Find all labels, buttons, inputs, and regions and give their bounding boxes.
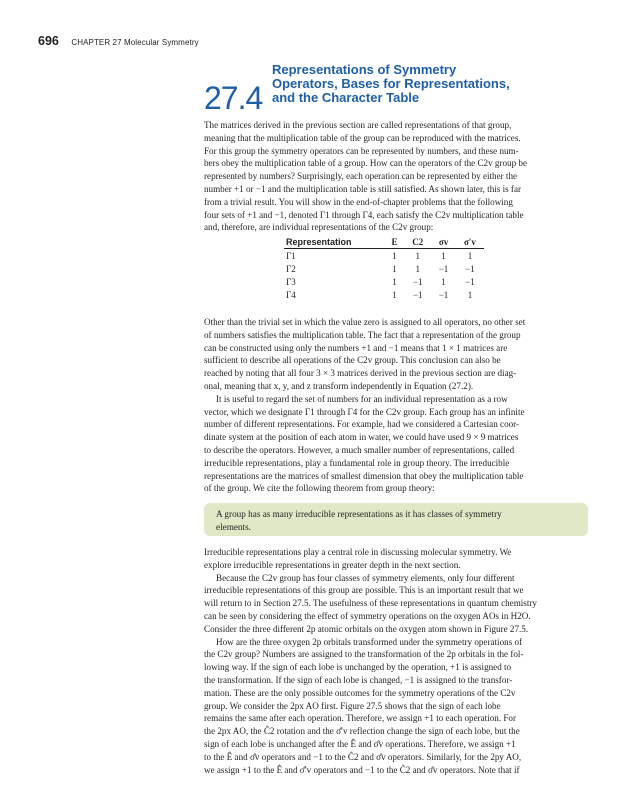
text-line: of numbers satisfies the multiplication table. The fact that a representation of the group bbox=[204, 329, 521, 340]
section-title-line: and the Character Table bbox=[272, 90, 420, 105]
text-line: It is useful to regard the set of numbers for an individual representation as a row bbox=[216, 393, 508, 404]
table-header: σ′v bbox=[456, 236, 484, 249]
table-cell: 1 bbox=[441, 250, 446, 261]
table-cell: 1 bbox=[392, 263, 397, 274]
table-header-row bbox=[284, 236, 484, 249]
text-line: bers obey the multiplication table of a group. How can the operators of the C2v group be bbox=[204, 158, 527, 169]
theorem-box bbox=[204, 503, 588, 536]
table-cell: 1 bbox=[392, 290, 397, 301]
text-line: and, therefore, are individual representations of the C2v group: bbox=[204, 222, 434, 233]
table-header: σv bbox=[431, 236, 456, 249]
text-line: the 2px AO, the Ĉ2 rotation and the σ̂′v reflection change the sign of each lobe, but the bbox=[204, 726, 520, 737]
chapter-title: CHAPTER 27 Molecular Symmetry bbox=[71, 38, 199, 47]
text-line: from a trivial result. You will show in the end-of-chapter problems that the following bbox=[204, 196, 513, 207]
table-cell: 1 bbox=[392, 250, 397, 261]
table-cell: 1 bbox=[467, 290, 473, 301]
table-header: C2 bbox=[404, 236, 431, 249]
text-line: Other than the trivial set in which the value zero is assigned to all operators, no other set bbox=[204, 317, 526, 327]
section-title-line: Representations of Symmetry bbox=[272, 62, 457, 77]
intro-paragraph bbox=[204, 119, 588, 234]
table-cell: 1 bbox=[441, 276, 446, 287]
section-title bbox=[272, 63, 572, 105]
table-cell: −1 bbox=[412, 276, 423, 287]
table-cell: −1 bbox=[438, 263, 449, 274]
table-cell: 1 bbox=[392, 276, 397, 287]
text-line: mation. These are the only possible outcomes for the symmetry operations of the C2v bbox=[204, 687, 516, 698]
text-line: number of different representations. For example, had we considered a Cartesian coor- bbox=[204, 419, 520, 430]
table-cell: −1 bbox=[438, 290, 449, 301]
text-line: four sets of +1 and −1, denoted Γ1 through Γ4, each satisfy the C2v multiplication table bbox=[204, 209, 524, 220]
table-cell: Γ2 bbox=[286, 263, 296, 274]
text-line: For this group the symmetry operators can be represented by numbers, and these num- bbox=[204, 145, 519, 156]
section-title-line: Operators, Bases for Representations, bbox=[272, 76, 510, 91]
text-line: we assign +1 to the Ê and σ̂′v operators and −1 to the Ĉ2 and σ̂v operators. Note that if bbox=[204, 764, 520, 775]
table-cell: 1 bbox=[415, 250, 421, 261]
text-line: How are the three oxygen 2p orbitals transformed under the symmetry operations of bbox=[216, 636, 523, 647]
text-line: dinate system at the position of each atom in water, we could have used 9 × 9 matrices bbox=[204, 432, 519, 443]
text-line: to describe the operators. However, a much smaller number of representations, called bbox=[204, 444, 515, 455]
text-line: number +1 or −1 and the multiplication table is still satisfied. As shown later, this is far bbox=[204, 183, 522, 194]
representation-table bbox=[284, 236, 484, 302]
text-line: irreducible representations of this group are possible. This is an important result that we bbox=[204, 585, 524, 596]
table-cell: 1 bbox=[467, 250, 473, 261]
text-line: Consider the three different 2p atomic orbitals on the oxygen atom shown in Figure 27.5. bbox=[204, 623, 529, 634]
text-line: the transformation. If the sign of each lobe is changed, −1 is assigned to the transfor- bbox=[204, 674, 513, 685]
table-cell: −1 bbox=[412, 290, 423, 301]
table-cell: −1 bbox=[465, 263, 475, 274]
text-line: onal, meaning that x, y, and z transform independently in Equation (27.2). bbox=[204, 380, 474, 391]
theorem-line: elements. bbox=[216, 521, 251, 532]
text-line: Because the C2v group has four classes of symmetry elements, only four different bbox=[216, 572, 515, 583]
table-cell: Γ1 bbox=[286, 250, 296, 261]
text-line: can be seen by considering the effect of symmetry operations on the oxygen AOs in H2O. bbox=[204, 610, 531, 621]
text-line: representations are the matrices of smallest dimension that obey the multiplication table bbox=[204, 470, 524, 481]
text-line: reached by noting that all four 3 × 3 matrices derived in the previous section are diag- bbox=[204, 368, 517, 379]
theorem-line: A group has as many irreducible representations as it has classes of symmetry bbox=[216, 509, 502, 519]
page-number: 696 bbox=[38, 34, 59, 48]
table-row bbox=[284, 275, 484, 288]
text-line: sufficient to describe all operations of the C2v group. This conclusion can also be bbox=[204, 355, 501, 366]
text-line: group. We consider the 2px AO first. Figure 27.5 shows that the sign of each lobe bbox=[204, 700, 501, 711]
table-cell: 1 bbox=[415, 263, 421, 274]
text-line: lowing way. If the sign of each lobe is unchanged by the operation, +1 is assigned to bbox=[204, 662, 512, 673]
body-paragraph bbox=[204, 546, 588, 776]
body-paragraph bbox=[204, 316, 588, 495]
table-cell: −1 bbox=[465, 276, 475, 287]
text-line: to the Ê and σ̂v operators and −1 to the Ĉ2 and σ̂v operators. Similarly, for the 2py AO, bbox=[204, 751, 522, 762]
text-line: of the group. We cite the following theorem from group theory: bbox=[204, 483, 435, 494]
table-cell: Γ4 bbox=[286, 290, 296, 301]
table-header: E bbox=[385, 236, 405, 249]
text-line: meaning that the multiplication table of the group can be reproduced with the matrices. bbox=[204, 132, 521, 143]
running-head bbox=[38, 32, 199, 50]
table-row bbox=[284, 289, 484, 302]
text-line: explore irreducible representations in greater depth in the next section. bbox=[204, 559, 461, 570]
table-row bbox=[284, 249, 484, 263]
text-line: the C2v group? Numbers are assigned to the transformation of the 2p orbitals in the fol- bbox=[204, 649, 524, 660]
text-line: irreducible representations, play a fundamental role in group theory. The irreducible bbox=[204, 457, 510, 468]
text-line: Irreducible representations play a central role in discussing molecular symmetry. We bbox=[204, 547, 512, 557]
table-row bbox=[284, 262, 484, 275]
section-number: 27.4 bbox=[204, 80, 263, 116]
text-line: The matrices derived in the previous section are called representations of that group, bbox=[204, 120, 512, 130]
text-line: can be constructed using only the numbers +1 and −1 means that 1 × 1 matrices are bbox=[204, 342, 508, 353]
table-cell: Γ3 bbox=[286, 276, 296, 287]
text-line: represented by numbers? Surprisingly, each operation can be represented by either the bbox=[204, 171, 518, 182]
text-line: sign of each lobe is unchanged after the Ê and σ̂v operations. Therefore, we assign +1 bbox=[204, 738, 516, 749]
table-header: Representation bbox=[284, 236, 385, 249]
text-line: will return to in Section 27.5. The usefulness of these representations in quantum chemistry bbox=[204, 598, 537, 609]
text-line: vector, which we designate Γ1 through Γ4 for the C2v group. Each group has an infinite bbox=[204, 406, 525, 417]
text-line: remains the same after each operation. Therefore, we assign +1 to each operation. For bbox=[204, 713, 517, 724]
